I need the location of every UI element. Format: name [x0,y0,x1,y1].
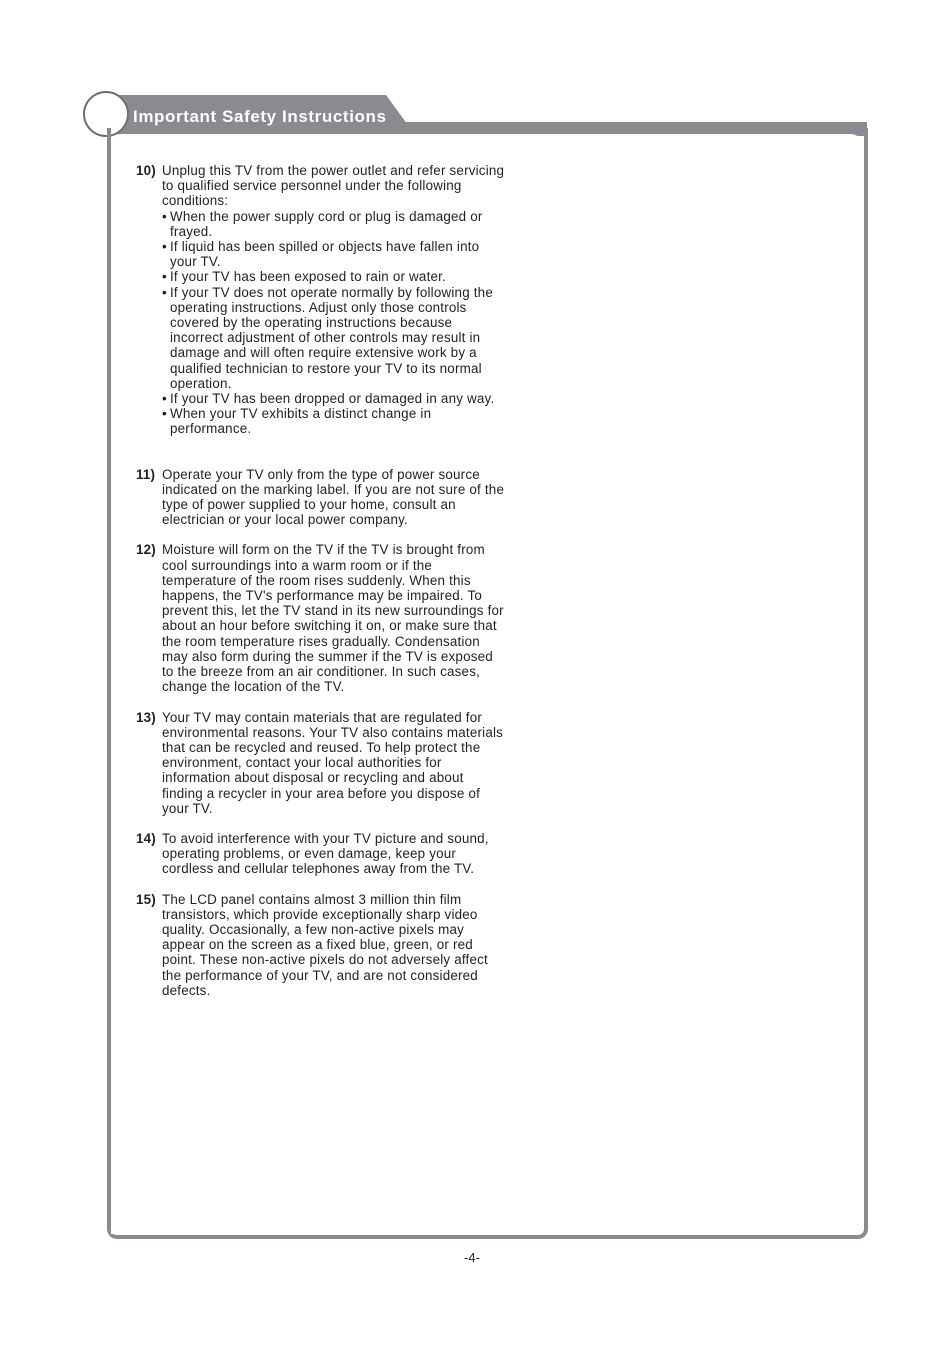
instruction-text: Operate your TV only from the type of power source indicated on the marking label. If you are not sure of the type of power supplied to your home, consult an electrician or your local power company. [162,466,505,528]
instruction-text: Unplug this TV from the power outlet and refer servicing to qualified service personnel under the following conditions: [162,163,505,209]
list-item [162,285,506,391]
instruction-item-15 [136,892,506,998]
bullet-text: When the power supply cord or plug is damaged or frayed. [170,208,483,239]
bullet-icon: • [162,391,167,407]
list-item [162,269,506,284]
instruction-number: 13) [136,709,156,725]
bullet-text: When your TV exhibits a distinct change in performance. [170,406,432,437]
bullet-text: If your TV has been dropped or damaged in any way. [170,391,495,407]
bullet-icon: • [162,284,167,300]
instruction-text: Moisture will form on the TV if the TV is brought from cool surroundings into a warm room or if the temperature of the room rises suddenly. When this happens, the TV's performance may be impaired. To prevent this, let the TV stand in its new surroundings for about an hour before switching it on, or make sure that the room temperature rises gradually. Condensation may also form during the summer if the TV is exposed to the breeze from an air conditioner. In such cases, change the location of the TV. [162,542,504,695]
bullet-text: If your TV has been exposed to rain or water. [170,269,446,285]
list-item [162,406,506,436]
instruction-number: 11) [136,466,156,482]
page-number: -4- [464,1250,480,1265]
page-title: Important Safety Instructions [133,107,387,126]
instruction-item-11 [136,467,506,528]
spacer [136,816,506,831]
instruction-number: 15) [136,891,156,907]
spacer [136,877,506,892]
instruction-number: 12) [136,542,156,558]
instruction-number: 10) [136,163,156,178]
bullet-icon: • [162,269,167,285]
bullet-icon: • [162,239,167,255]
list-item [162,209,506,239]
list-item [162,391,506,406]
instruction-text: To avoid interference with your TV picture and sound, operating problems, or even damage, keep your cordless and cellular telephones away from the TV. [162,830,489,877]
spacer [136,527,506,542]
spacer [136,695,506,710]
condition-list [162,209,506,437]
list-item [162,239,506,269]
bullet-text: If liquid has been spilled or objects have fallen into your TV. [170,239,480,270]
instructions-body [136,163,506,998]
instruction-text: The LCD panel contains almost 3 million thin film transistors, which provide exceptionally sharp video quality. Occasionally, a few non-active pixels may appear on the screen as a fixed blue, green, or red point. These non-active pixels do not adversely affect the performance of your TV, and are not considered defects. [162,891,488,998]
instruction-item-10 [136,163,506,437]
instruction-item-12 [136,542,506,694]
spacer [136,437,506,467]
bullet-icon: • [162,208,167,224]
instruction-number: 14) [136,830,156,846]
bullet-text: If your TV does not operate normally by following the operating instructions. Adjust only those controls covered by the operating instructions because incorrect adjustment of other controls may result in damage and will often require extensive work by a qualified technician to restore your TV to its normal operation. [170,284,493,391]
bullet-icon: • [162,406,167,422]
instruction-item-14 [136,831,506,877]
instruction-text: Your TV may contain materials that are regulated for environmental reasons. Your TV also contains materials that can be recycled and reused. To help protect the environment, contact your local authorities for information about disposal or recycling and about finding a recycler in your area before you dispose of your TV. [162,709,504,816]
instruction-item-13 [136,710,506,816]
